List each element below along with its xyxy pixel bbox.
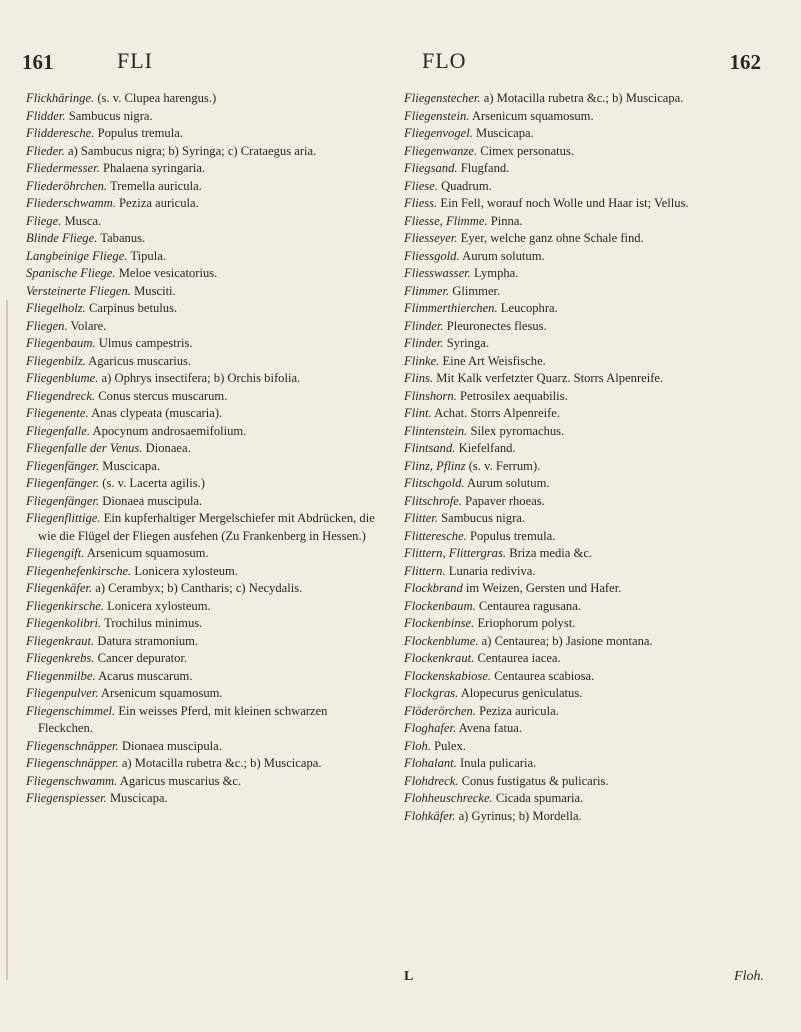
entry-headword: Fliese. xyxy=(404,178,438,193)
entry-headword: Flockbrand xyxy=(404,581,463,595)
entry-headword: Flinke. xyxy=(404,353,440,368)
dictionary-entry xyxy=(404,160,784,178)
dictionary-entry xyxy=(404,405,784,423)
entry-headword: Fliegenwanze. xyxy=(404,143,478,158)
dictionary-entry xyxy=(26,283,381,301)
entry-headword: Fliedermesser. xyxy=(26,161,100,175)
entry-definition: Dionaea. xyxy=(145,441,191,455)
entry-definition: Volare. xyxy=(70,318,107,333)
dictionary-entry xyxy=(26,160,381,178)
entry-definition: Pulex. xyxy=(434,738,466,753)
entry-headword: Fliege. xyxy=(26,213,62,228)
gutter-shadow xyxy=(6,300,8,980)
entry-headword: Fliegenstein. xyxy=(404,108,470,123)
dictionary-entry xyxy=(404,108,784,126)
dictionary-entry xyxy=(26,388,381,406)
entry-definition: Ein kupferhaltiger Mergelschiefer mit Abdrücken, die wie die Flügel der Fliegen ausfehen (Zu Frankenberg in Hessen.) xyxy=(38,511,375,543)
entry-headword: Fliegenente. xyxy=(26,406,89,420)
entry-headword: Flimmer. xyxy=(404,283,450,298)
entry-definition: Centaurea scabiosa. xyxy=(494,668,595,683)
entry-definition: Ein Fell, worauf noch Wolle und Haar ist; Vellus. xyxy=(440,196,689,210)
entry-headword: Floh. xyxy=(404,738,431,753)
entry-definition: Silex pyromachus. xyxy=(470,423,565,438)
entry-headword: Flittern, Flittergras. xyxy=(404,546,507,560)
entry-headword: Flinder. xyxy=(404,336,444,350)
entry-definition: a) Gyrinus; b) Mordella. xyxy=(458,808,582,823)
entry-headword: Fliegenspiesser. xyxy=(26,791,107,805)
entry-headword: Versteinerte Fliegen. xyxy=(26,283,131,298)
entry-definition: Papaver rhoeas. xyxy=(465,493,545,508)
entry-definition: Centaurea ragusana. xyxy=(478,598,581,613)
entry-definition: Lympha. xyxy=(473,266,519,280)
page-number-left: 161 xyxy=(22,50,54,74)
entry-definition: (s. v. Lacerta agilis.) xyxy=(102,476,205,490)
entry-headword: Fliess. xyxy=(404,196,438,210)
dictionary-entry xyxy=(26,108,381,126)
dictionary-entry xyxy=(26,703,381,738)
entry-definition: Tipula. xyxy=(130,248,166,263)
dictionary-entry xyxy=(404,510,784,528)
entry-headword: Langbeinige Fliege. xyxy=(26,248,128,263)
dictionary-entry xyxy=(26,90,381,108)
entry-headword: Fliederschwamm. xyxy=(26,196,116,210)
entry-headword: Flockenskabiose. xyxy=(404,668,492,683)
dictionary-entry xyxy=(404,685,784,703)
dictionary-entry xyxy=(26,755,381,773)
running-head-right: FLO xyxy=(422,48,467,73)
entry-definition: Achat. Storrs Alpenreife. xyxy=(434,406,561,420)
entry-headword: Fliegenstecher. xyxy=(404,91,481,105)
dictionary-entry xyxy=(26,423,381,441)
dictionary-entry xyxy=(404,615,784,633)
entry-definition: Kiefelfand. xyxy=(458,441,516,455)
dictionary-entry xyxy=(26,493,381,511)
entry-headword: Flohalant. xyxy=(404,756,457,770)
dictionary-entry xyxy=(404,738,784,756)
entry-headword: Fliegenpulver. xyxy=(26,686,99,700)
entry-headword: Flitteresche. xyxy=(404,528,467,543)
entry-definition: (s. v. Clupea harengus.) xyxy=(97,91,217,105)
dictionary-entry xyxy=(404,423,784,441)
dictionary-entry xyxy=(404,703,784,721)
dictionary-entry xyxy=(404,195,784,213)
entry-definition: Trochilus minimus. xyxy=(104,616,203,630)
entry-headword: Fliegenvogel. xyxy=(404,126,473,140)
entry-definition: Conus stercus muscarum. xyxy=(98,388,228,403)
entry-definition: Leucophra. xyxy=(500,301,558,315)
dictionary-entry xyxy=(26,300,381,318)
entry-definition: Acarus muscarum. xyxy=(98,668,193,683)
entry-definition: Cancer depurator. xyxy=(97,651,188,665)
entry-definition: a) Motacilla rubetra &c.; b) Muscicapa. xyxy=(483,91,684,105)
dictionary-entry xyxy=(26,178,381,196)
left-column xyxy=(26,90,381,808)
entry-headword: Flinshorn. xyxy=(404,388,457,403)
entry-headword: Floghafer. xyxy=(404,721,457,735)
entry-definition: Centaurea iacea. xyxy=(477,651,561,665)
dictionary-entry xyxy=(404,300,784,318)
dictionary-entry xyxy=(26,143,381,161)
entry-definition: Arsenicum squamosum. xyxy=(100,686,223,700)
dictionary-entry xyxy=(404,230,784,248)
entry-definition: Flugfand. xyxy=(460,161,510,175)
dictionary-entry xyxy=(404,755,784,773)
entry-definition: Cicada spumaria. xyxy=(495,791,584,805)
dictionary-entry xyxy=(404,335,784,353)
dictionary-entry xyxy=(404,773,784,791)
dictionary-entry xyxy=(26,458,381,476)
entry-definition: Meloe vesicatorius. xyxy=(118,266,218,280)
entry-definition: Muscicapa. xyxy=(476,126,534,140)
dictionary-entry xyxy=(404,283,784,301)
dictionary-entry xyxy=(26,650,381,668)
entry-definition: Quadrum. xyxy=(441,178,492,193)
dictionary-entry xyxy=(404,790,784,808)
dictionary-entry xyxy=(404,318,784,336)
entry-headword: Fliesse, Flimme. xyxy=(404,213,488,228)
entry-definition: Briza media &c. xyxy=(509,546,593,560)
entry-headword: Flöderörchen. xyxy=(404,703,476,718)
dictionary-entry xyxy=(26,685,381,703)
entry-headword: Fliegenschnäpper. xyxy=(26,738,119,753)
entry-definition: Datura stramonium. xyxy=(97,633,199,648)
entry-definition: Dionaea muscipula. xyxy=(102,493,203,508)
page-header xyxy=(22,48,779,80)
dictionary-entry xyxy=(404,458,784,476)
entry-headword: Fliegenkrebs. xyxy=(26,651,95,665)
entry-headword: Fliegenfalle der Venus. xyxy=(26,441,143,455)
entry-definition: Tremella auricula. xyxy=(109,178,202,193)
right-column xyxy=(404,90,784,825)
dictionary-entry xyxy=(26,615,381,633)
dictionary-entry xyxy=(404,440,784,458)
entry-definition: Muscicapa. xyxy=(109,791,168,805)
entry-headword: Flidderesche. xyxy=(26,126,95,140)
entry-definition: Carpinus betulus. xyxy=(88,301,178,315)
entry-definition: Eine Art Weisfische. xyxy=(442,353,546,368)
entry-definition: Eriophorum polyst. xyxy=(477,616,576,630)
dictionary-entry xyxy=(404,668,784,686)
entry-definition: Pinna. xyxy=(490,213,523,228)
dictionary-entry xyxy=(404,528,784,546)
entry-definition: a) Motacilla rubetra &c.; b) Muscicapa. xyxy=(121,756,322,770)
entry-definition: Glimmer. xyxy=(452,283,501,298)
entry-definition: Sambucus nigra. xyxy=(68,108,153,123)
dictionary-entry xyxy=(26,633,381,651)
entry-definition: Inula pulicaria. xyxy=(459,756,537,770)
dictionary-entry xyxy=(26,230,381,248)
entry-headword: Fliegenfalle. xyxy=(26,423,90,438)
entry-headword: Fliegengift. xyxy=(26,546,85,560)
entry-headword: Fliegenbilz. xyxy=(26,353,86,368)
dictionary-entry xyxy=(404,388,784,406)
dictionary-entry xyxy=(404,370,784,388)
entry-headword: Flittern. xyxy=(404,563,446,578)
dictionary-entry xyxy=(26,125,381,143)
entry-definition: Syringa. xyxy=(446,336,490,350)
dictionary-entry xyxy=(404,563,784,581)
entry-definition: Apocynum androsaemifolium. xyxy=(92,423,247,438)
entry-definition: Musciti. xyxy=(134,283,176,298)
dictionary-entry xyxy=(404,598,784,616)
dictionary-entry xyxy=(404,493,784,511)
entry-definition: Lonicera xylosteum. xyxy=(134,563,238,578)
entry-definition: Dionaea muscipula. xyxy=(121,738,222,753)
entry-headword: Fliessgold. xyxy=(404,248,460,263)
entry-headword: Fliegenschnäpper. xyxy=(26,756,119,770)
dictionary-entry xyxy=(26,475,381,493)
entry-definition: Avena fatua. xyxy=(458,721,522,735)
dictionary-entry xyxy=(404,143,784,161)
entry-definition: Agaricus muscarius. xyxy=(88,353,192,368)
entry-headword: Fliegen. xyxy=(26,318,68,333)
entry-headword: Fliegenfänger. xyxy=(26,493,100,508)
entry-headword: Flockenkraut. xyxy=(404,651,475,665)
entry-headword: Flimmerthierchen. xyxy=(404,301,498,315)
entry-headword: Fliegenfänger. xyxy=(26,476,100,490)
dictionary-entry xyxy=(404,353,784,371)
dictionary-entry xyxy=(26,738,381,756)
dictionary-entry xyxy=(26,405,381,423)
entry-headword: Fliegenbaum. xyxy=(26,336,96,350)
entry-headword: Flockgras. xyxy=(404,686,459,700)
dictionary-entry xyxy=(26,790,381,808)
entry-headword: Fliegenkraut. xyxy=(26,633,95,648)
entry-definition: Sambucus nigra. xyxy=(441,511,526,525)
dictionary-entry xyxy=(404,633,784,651)
dictionary-entry xyxy=(404,808,784,826)
dictionary-entry xyxy=(26,563,381,581)
entry-headword: Flieder. xyxy=(26,143,65,158)
entry-headword: Fliegenkirsche. xyxy=(26,598,104,613)
entry-definition: Conus fustigatus & pulicaris. xyxy=(461,773,609,788)
dictionary-entry xyxy=(404,650,784,668)
entry-definition: Cimex personatus. xyxy=(480,143,575,158)
entry-definition: a) Centaurea; b) Jasione montana. xyxy=(481,633,653,648)
entry-headword: Flohkäfer. xyxy=(404,808,456,823)
dictionary-entry xyxy=(404,545,784,563)
entry-headword: Flockenblume. xyxy=(404,633,479,648)
dictionary-entry xyxy=(404,580,784,598)
entry-headword: Flintenstein. xyxy=(404,423,468,438)
entry-headword: Flintsand. xyxy=(404,441,456,455)
page-footer xyxy=(404,969,764,991)
entry-headword: Fliegendreck. xyxy=(26,388,96,403)
entry-headword: Flockenbinse. xyxy=(404,616,475,630)
dictionary-entry xyxy=(26,580,381,598)
entry-definition: Ulmus campestris. xyxy=(98,336,193,350)
dictionary-entry xyxy=(26,510,381,545)
entry-headword: Flins. xyxy=(404,371,434,385)
entry-definition: a) Ophrys insectifera; b) Orchis bifolia. xyxy=(101,371,301,385)
dictionary-entry xyxy=(26,440,381,458)
entry-definition: Ein weisses Pferd, mit kleinen schwarzen Fleckchen. xyxy=(38,703,328,735)
entry-headword: Fliegenblume. xyxy=(26,371,99,385)
dictionary-entry xyxy=(26,545,381,563)
dictionary-entry xyxy=(404,178,784,196)
entry-definition: Populus tremula. xyxy=(469,528,556,543)
entry-headword: Flitschrofe. xyxy=(404,493,462,508)
dictionary-entry xyxy=(26,213,381,231)
dictionary-entry xyxy=(26,668,381,686)
entry-definition: a) Cerambyx; b) Cantharis; c) Necydalis. xyxy=(95,581,303,595)
entry-definition: Petrosilex aequabilis. xyxy=(460,388,568,403)
entry-definition: Peziza auricula. xyxy=(119,196,199,210)
dictionary-entry xyxy=(26,598,381,616)
entry-headword: Fliegenkolibri. xyxy=(26,616,102,630)
entry-headword: Flockenbaum. xyxy=(404,598,476,613)
entry-headword: Flint. xyxy=(404,406,432,420)
entry-headword: Fliegenflittige. xyxy=(26,511,101,525)
entry-headword: Blinde Fliege. xyxy=(26,231,98,245)
dictionary-entry xyxy=(26,248,381,266)
page-number-right: 162 xyxy=(729,50,761,74)
dictionary-entry xyxy=(404,720,784,738)
catchword: Floh. xyxy=(734,969,764,984)
entry-definition: Aurum solutum. xyxy=(466,476,550,490)
entry-headword: Fliegenkäfer. xyxy=(26,581,93,595)
entry-headword: Flickhäringe. xyxy=(26,91,95,105)
entry-headword: Fliegenfänger. xyxy=(26,458,100,473)
entry-headword: Fliesswasser. xyxy=(404,266,471,280)
dictionary-entry xyxy=(26,773,381,791)
entry-definition: Muscicapa. xyxy=(102,458,160,473)
entry-headword: Flitter. xyxy=(404,511,438,525)
entry-definition: Phalaena syringaria. xyxy=(102,161,206,175)
dictionary-entry xyxy=(404,265,784,283)
entry-definition: Alopecurus geniculatus. xyxy=(460,686,583,700)
dictionary-entry xyxy=(404,248,784,266)
dictionary-entry xyxy=(404,213,784,231)
entry-headword: Fliesseyer. xyxy=(404,231,458,245)
dictionary-entry xyxy=(404,90,784,108)
entry-headword: Spanische Fliege. xyxy=(26,266,116,280)
entry-definition: Tabanus. xyxy=(100,231,146,245)
running-head-left: FLI xyxy=(117,48,153,73)
entry-headword: Flinder. xyxy=(404,318,444,333)
entry-definition: Anas clypeata (muscaria). xyxy=(91,406,223,420)
entry-definition: a) Sambucus nigra; b) Syringa; c) Crataegus aria. xyxy=(67,143,317,158)
dictionary-entry xyxy=(26,195,381,213)
entry-headword: Flidder. xyxy=(26,108,66,123)
dictionary-entry xyxy=(404,125,784,143)
dictionary-entry xyxy=(26,353,381,371)
entry-definition: Arsenicum squamosum. xyxy=(86,546,209,560)
dictionary-entry xyxy=(404,475,784,493)
entry-definition: im Weizen, Gersten und Hafer. xyxy=(465,581,622,595)
entry-definition: Aurum solutum. xyxy=(462,248,545,263)
entry-headword: Fliegsand. xyxy=(404,161,458,175)
entry-definition: Mit Kalk verfetzter Quarz. Storrs Alpenreife. xyxy=(436,371,664,385)
entry-headword: Fliegelholz. xyxy=(26,301,86,315)
entry-definition: Arsenicum squamosum. xyxy=(471,108,594,123)
dictionary-entry xyxy=(26,335,381,353)
entry-headword: Fliegenhefenkirsche. xyxy=(26,563,132,578)
entry-headword: Flinz, Pflinz xyxy=(404,458,466,473)
entry-headword: Fliegenschwamm. xyxy=(26,773,118,788)
entry-headword: Flitschgold. xyxy=(404,476,465,490)
entry-headword: Flohdreck. xyxy=(404,773,459,788)
entry-headword: Fliederöhrchen. xyxy=(26,178,108,193)
entry-definition: Agaricus muscarius &c. xyxy=(119,773,242,788)
dictionary-entry xyxy=(26,370,381,388)
signature-mark: L xyxy=(404,969,414,984)
dictionary-entry xyxy=(26,265,381,283)
entry-headword: Fliegenmilbe. xyxy=(26,668,96,683)
entry-definition: Lunaria rediviva. xyxy=(448,563,536,578)
entry-definition: (s. v. Ferrum). xyxy=(468,458,541,473)
entry-definition: Musca. xyxy=(64,213,102,228)
entry-definition: Peziza auricula. xyxy=(479,703,559,718)
entry-definition: Lonicera xylosteum. xyxy=(107,598,211,613)
entry-definition: Eyer, welche ganz ohne Schale find. xyxy=(460,231,644,245)
entry-definition: Populus tremula. xyxy=(97,126,183,140)
dictionary-entry xyxy=(26,318,381,336)
entry-headword: Fliegenschimmel. xyxy=(26,703,116,718)
entry-definition: Pleuronectes flesus. xyxy=(446,318,547,333)
entry-headword: Flohheuschrecke. xyxy=(404,791,493,805)
